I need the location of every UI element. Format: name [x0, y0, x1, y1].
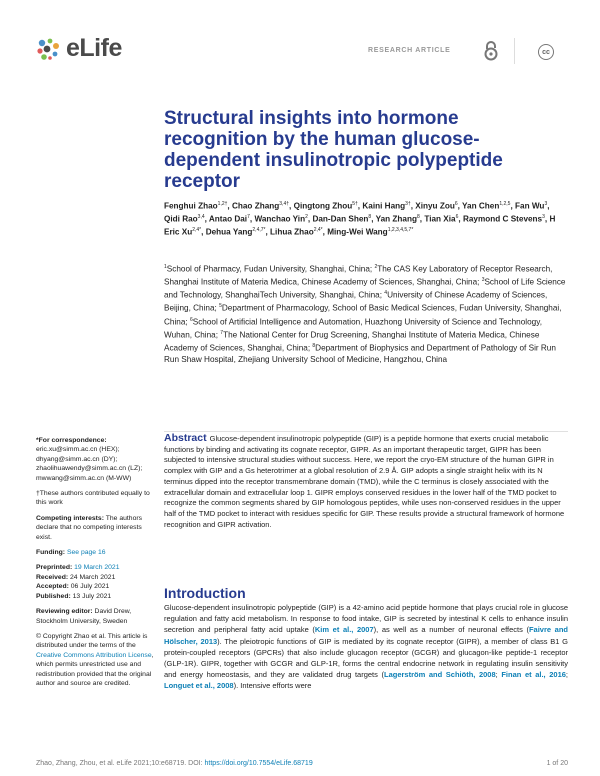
- email-item[interactable]: eric.xu@simm.ac.cn (HEX);: [36, 446, 120, 454]
- author-name[interactable]: H Eric Xu: [164, 214, 556, 237]
- author-affiliation-marker: 3: [542, 213, 545, 220]
- author-affiliation-marker: 1,2†: [217, 201, 228, 207]
- intro-text-segment: Glucose-dependent insulinotropic polypeptide (GIP) is a 42-amino acid peptide hormone that plays crucial role in glucose regulation and fatty acid metabolism. In response to food intake, GIP is secreted by intestinal K cells to enhance insulin secretion and peripheral fatty acid uptake (: [164, 603, 568, 635]
- author-affiliation-marker: 3: [544, 201, 548, 207]
- competing-interests: [36, 514, 154, 542]
- affiliation-number: 8: [312, 342, 316, 349]
- abstract-label: Abstract: [164, 432, 207, 444]
- funding: [36, 548, 154, 557]
- affiliation-text: The National Center for Drug Screening, Shanghai Institute of Materia Medica, Chinese Academy of Sciences, Shanghai, China;: [164, 330, 540, 353]
- correspondence-block: [36, 436, 154, 483]
- author-name[interactable]: Antao Dai: [208, 214, 248, 224]
- email-item[interactable]: zhaolihuawendy@simm.ac.cn (LZ);: [36, 465, 143, 473]
- dates-block: [36, 563, 154, 601]
- author-name[interactable]: Fan Wu: [515, 201, 545, 211]
- date-label: Preprinted:: [36, 564, 73, 572]
- author-affiliation-marker: 2,4,7*: [252, 226, 266, 233]
- author-name[interactable]: Lihua Zhao: [270, 227, 314, 237]
- affiliation-number: 2: [374, 264, 378, 270]
- author-affiliation-marker: 5†: [352, 201, 358, 207]
- author-affiliation-marker: 1,2,5: [499, 201, 511, 207]
- competing-label: Competing interests:: [36, 514, 104, 522]
- affiliation-number: 6: [189, 316, 193, 323]
- affiliation-text: School of Life Science and Technology, ShanghaiTech University, Shanghai, China;: [164, 277, 566, 301]
- header-divider: [514, 38, 515, 64]
- date-published: [36, 592, 154, 601]
- author-name[interactable]: Yan Zhang: [375, 214, 417, 224]
- author-name[interactable]: Fenghui Zhao: [164, 201, 218, 211]
- introduction-heading: Introduction: [164, 585, 246, 601]
- preprint-link[interactable]: 19 March 2021: [74, 564, 120, 572]
- doi-link[interactable]: https://doi.org/10.7554/eLife.68719: [204, 760, 313, 767]
- author-affiliation-marker: 8: [368, 213, 372, 220]
- footer-citation: Zhao, Zhang, Zhou, et al. eLife 2021;10:e68719. DOI:: [36, 760, 205, 767]
- author-name[interactable]: Ming-Wei Wang: [327, 227, 388, 237]
- author-affiliation-marker: 3†: [405, 201, 411, 207]
- funding-link[interactable]: See page 16: [66, 549, 106, 557]
- citation-link[interactable]: Faivre and Hölscher, 2013: [164, 625, 569, 646]
- author-name[interactable]: Chao Zhang: [231, 201, 280, 211]
- page-footer: [36, 760, 568, 767]
- email-item[interactable]: dhyang@simm.ac.cn (DY);: [36, 455, 118, 463]
- open-access-icon[interactable]: [480, 40, 502, 62]
- author-name[interactable]: Tian Xia: [424, 214, 456, 224]
- author-name[interactable]: Dehua Yang: [205, 227, 253, 237]
- citation-link[interactable]: Lagerström and Schiöth, 2008: [384, 670, 496, 680]
- affiliation-text: Department of Biophysics and Department of Pathology of Sir Run Run Shaw Hospital, Zhejiang University School of Medicine, Hangzhou, China: [164, 343, 556, 364]
- date-label: Received:: [36, 573, 69, 581]
- copyright-post: , which permits unrestricted use and redistribution provided that the original author and source are credited.: [36, 651, 154, 687]
- editor-label: Reviewing editor:: [36, 608, 93, 616]
- author-affiliation-marker: 3,4: [197, 213, 205, 220]
- author-name[interactable]: Raymond C Stevens: [462, 214, 543, 224]
- affiliation-text: Department of Pharmacology, School of Basic Medical Sciences, Fudan University, Shanghai, China;: [164, 304, 562, 327]
- author-name[interactable]: Qingtong Zhou: [293, 201, 353, 211]
- citation-link[interactable]: Finan et al., 2016: [501, 670, 566, 680]
- citation-link[interactable]: Longuet et al., 2008: [164, 681, 234, 691]
- affiliation-text: School of Pharmacy, Fudan University, Shanghai, China;: [166, 264, 375, 274]
- author-name[interactable]: Xinyu Zou: [415, 201, 455, 211]
- affiliation-number: 3: [481, 277, 485, 284]
- affiliation-number: 5: [219, 303, 222, 310]
- page-header: [0, 0, 600, 80]
- reviewing-editor: [36, 607, 154, 626]
- author-affiliation-marker: 2,4*: [313, 226, 323, 233]
- affiliation-text: The CAS Key Laboratory of Receptor Research, Shanghai Institute of Materia Medica, Chinese Academy of Sciences, Shanghai, China;: [164, 264, 553, 287]
- author-affiliation-marker: 3,4†: [279, 201, 290, 207]
- author-affiliation-marker: 1,2,3,4,5,7*: [387, 226, 414, 233]
- affiliation-text: School of Artificial Intelligence and Automation, Huazhong University of Science and Technology, Wuhan, China;: [164, 317, 542, 340]
- abstract: [164, 433, 568, 530]
- email-item[interactable]: mwwang@simm.ac.cn (M-WW): [36, 474, 132, 482]
- elife-logo-text: eLife: [66, 34, 122, 62]
- date-accepted: [36, 582, 154, 591]
- introduction-text: [164, 602, 568, 692]
- abstract-text: Glucose-dependent insulinotropic polypeptide (GIP) is a peptide hormone that exerts crucial metabolic functions by binding and activating its cognate receptor, GIPR. As an important therapeutic target, GIPR has been subjected to intensive structural studies without success. Here, we report the cryo-EM structure of the human GIPR in complex with GIP and a Gs heterotrimer at a global resolution of 2.9 Å. GIP adopts a single straight helix with its N terminus dipped into the receptor transmembrane domain (TMD), while the C terminus is closely associated with the extracellular domain and extracellular loop 1. GIPR employs conserved residues in the lower half of the TMD pocket to recognize the common segments shared by GIP homologous peptides, while uses non-conserved residues in the upper half of the TMD pocket to interact with residues specific for GIP. These results provide a structural framework of hormone recognition and GIPR activation.: [164, 434, 565, 529]
- date-value: 24 March 2021: [70, 573, 116, 581]
- intro-text-segment: ). Intensive efforts were: [233, 681, 312, 691]
- author-affiliation-marker: 6: [455, 213, 459, 220]
- copyright-pre: © Copyright Zhao et al. This article is distributed under the terms of the: [36, 632, 148, 650]
- creative-commons-icon[interactable]: cc: [538, 44, 554, 60]
- affiliation-text: University of Chinese Academy of Sciences, Beijing, China;: [164, 291, 548, 314]
- date-value: 13 July 2021: [72, 592, 112, 600]
- date-value: 06 July 2021: [70, 583, 110, 591]
- affiliation-number: 1: [164, 264, 167, 270]
- affiliation-number: 4: [384, 290, 388, 297]
- intro-text-segment: ;: [565, 670, 569, 680]
- abstract-divider: [164, 431, 568, 432]
- affiliations: [164, 262, 568, 365]
- cc-license-link[interactable]: Creative Commons Attribution License: [36, 651, 152, 659]
- author-affiliation-marker: 2: [305, 213, 308, 220]
- elife-logo[interactable]: [35, 34, 122, 63]
- citation-link[interactable]: Kim et al., 2007: [314, 625, 374, 635]
- article-sidebar: [36, 436, 154, 694]
- intro-text-segment: ;: [495, 670, 502, 680]
- competing-text: The authors declare that no competing interests exist.: [36, 514, 143, 541]
- article-title: Structural insights into hormone recognition by the human glucose-dependent insulinotropic polypeptide receptor: [164, 108, 503, 192]
- page-number: 1 of 20: [546, 760, 568, 767]
- affiliation-number: 7: [220, 329, 224, 336]
- equal-contribution-note: †These authors contributed equally to this work: [36, 490, 150, 507]
- author-name[interactable]: Yan Chen: [462, 201, 500, 211]
- date-label: Accepted:: [36, 583, 69, 591]
- intro-text-segment: ). The pleiotropic functions of GIP is mediated by its cognate receptor (GIPR), a member of class B1 G protein-coupled receptors (GPCRs) that also include glucagon receptor (GCGR) and glucagon-like peptide-1 receptor (GLP-1R). GIPR, together with GCGR and GLP-1R, forms the central endocrine network in regulating insulin sensitivity and energy homeostasis, and they are validated drug targets (: [164, 636, 568, 680]
- funding-label: Funding:: [36, 549, 66, 557]
- author-affiliation-marker: 2,4*: [192, 226, 202, 233]
- author-name[interactable]: Wanchao Yin: [254, 214, 306, 224]
- date-preprinted: [36, 563, 154, 572]
- author-affiliation-marker: 8: [417, 213, 420, 220]
- author-affiliation-marker: 6: [454, 201, 458, 207]
- date-received: [36, 573, 154, 582]
- author-name[interactable]: Qidi Rao: [164, 214, 198, 224]
- editor-text: David Drew, Stockholm University, Sweden: [36, 608, 132, 625]
- elife-logo-icon: [35, 36, 61, 62]
- author-name[interactable]: Dan-Dan Shen: [312, 214, 369, 224]
- copyright-block: [36, 632, 154, 688]
- correspondence-label: *For correspondence:: [36, 437, 107, 444]
- author-name[interactable]: Kaini Hang: [362, 201, 406, 211]
- article-type: RESEARCH ARTICLE: [368, 47, 451, 54]
- date-label: Published:: [36, 592, 71, 600]
- author-affiliation-marker: 7: [247, 213, 250, 220]
- intro-text-segment: ), as well as a number of neuronal effects (: [373, 625, 529, 635]
- author-list: Fenghui Zhao$^{1,2\dagger}$, Chao Zhang$^{3,4\dagger}$, Qingtong Zhou$^{5\dagger}$, Kaini Hang$^{3\dagger}$, Xinyu Zou$^6$, Yan Chen$^{1,2,5}$, Fan Wu$^3$, Qidi Rao$^{3,4}$, Antao Dai$^7$, Wanchao Yin$^2$, Dan-Dan Shen$^8$, Yan Zhang$^8$, Tian Xia$^6$, Raymond C Stevens$^3$, H Eric $Xu^{2,4*}$, Dehua Yang$^{2,4,7*}$, Lihua Zhao$^{2,4*}$, Ming-Wei Wang$^{1,2,3,4,5,7*}$: [164, 201, 556, 237]
